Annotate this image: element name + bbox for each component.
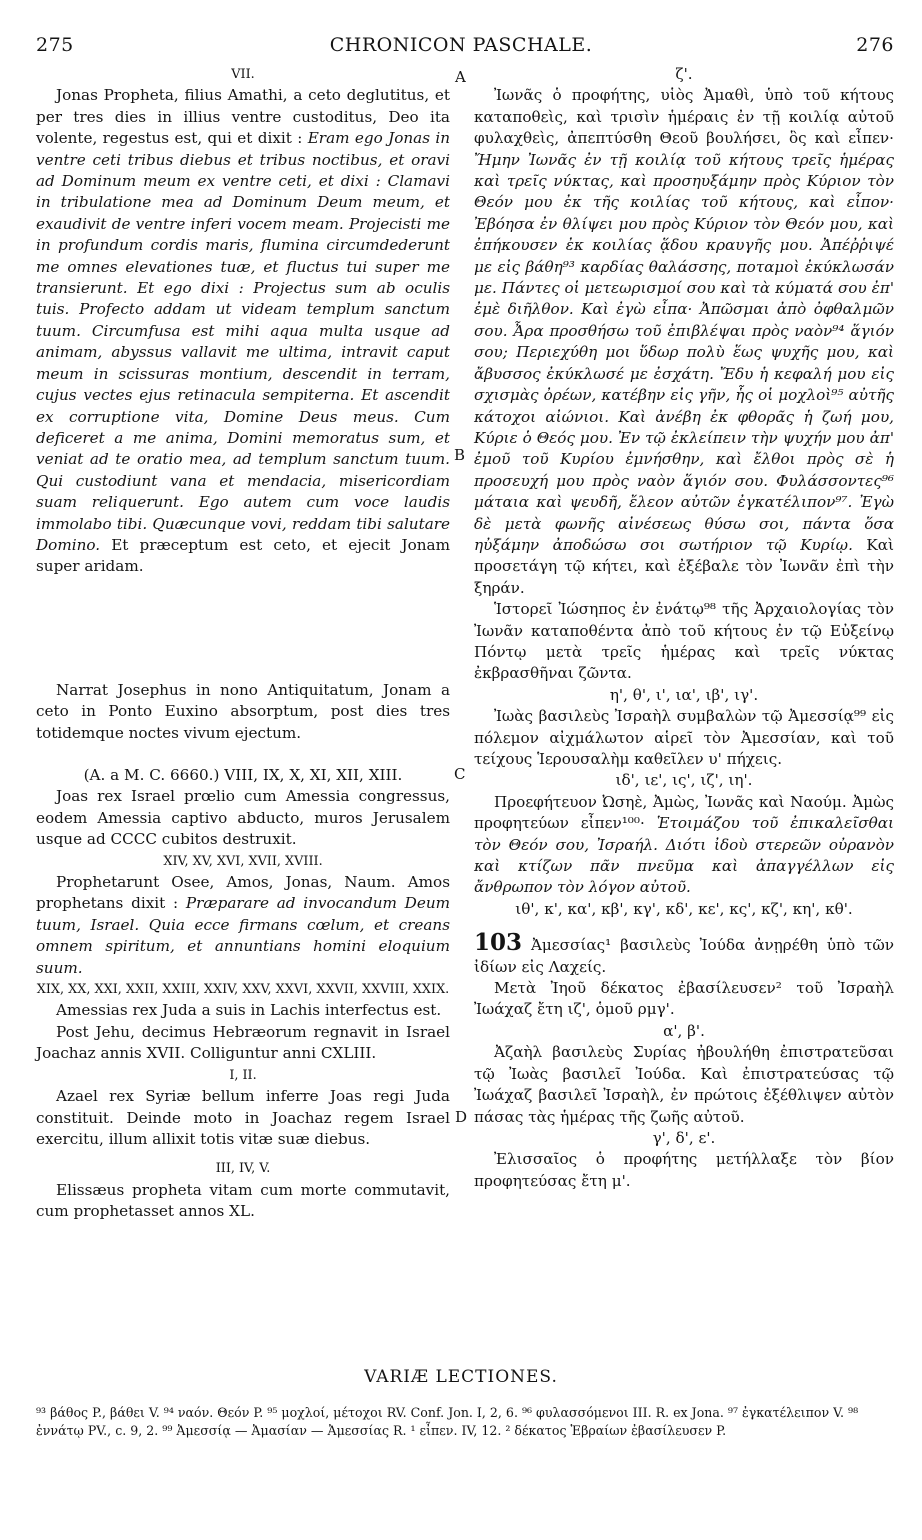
latin-years-3: XIX, XX, XXI, XXII, XXIII, XXIV, XXV, XXVI, XXVII, XXVIII, XXIX.: [36, 982, 450, 998]
page-number-right: 276: [856, 34, 894, 56]
greek-years-1: η', θ', ι', ια', ιβ', ιγ'.: [609, 685, 759, 704]
greek-section-label: ζ'.: [675, 65, 693, 83]
greek-azael-paragraph: Ἀζαὴλ βασιλεὺς Συρίας ἠβουλήθη ἐπιστρατεῦσαι τῷ Ἰωὰς βασιλεῖ Ἰούδα. Καὶ ἐπιστρατεύσας τῷ Ἰωάχαζ βασιλεῖ Ἰσραὴλ, ἐν πρώτοις ἐξέθλιψεν αὐτὸν πάσας τὰς ἡμέρας τῆς ζωῆς αὐτοῦ.: [474, 1043, 894, 1126]
latin-years-5: III, IV, V.: [215, 1161, 271, 1177]
greek-years-2: ιδ', ιε', ις', ιζ', ιη'.: [615, 771, 753, 790]
latin-prophets-intro: Prophetarunt Osee, Amos, Jonas, Naum. Amos prophetans dixit :: [36, 873, 450, 913]
latin-jonah-paragraph: [36, 85, 450, 577]
latin-kings-section: [36, 765, 450, 1223]
latin-jonah-prayer: Eram ego Jonas in ventre ceti tribus diebus et tribus noctibus, et oravi ad Dominum meum ex ventre ceti, et dixi : Clamavi in tribulatione mea ad Dominum Deum meum, et exaudivit de ventre inferi vocem meam. Projecisti me in profundum cordis maris, flumina circumdederunt me omnes elevationes tuæ, et fluctus tui super me transierunt. Et ego dixi : Projectus sum ab oculis tuis. Profecto addam ut videam templum sanctum tuum. Circumfusa est mihi aqua multa usque ad animam, abyssus vallavit me ultima, intravit caput meum in scissuras montium, descendit in terram, cujus vectes ejus retinacula sempiterna. Et ascendit ex corruptione vita, Domine Deus meus. Cum deficeret a me anima, Domini memoratus sum, et veniat ad te oratio mea, ad templum sanctum tuum. Qui custodiunt vana et mendacia, misericordiam suam reliquerunt. Ego autem cum voce laudis immolabo tibi. Quæcunque vovi, reddam tibi salutare Domino.: [36, 129, 450, 554]
latin-jehu-paragraph: Post Jehu, decimus Hebræorum regnavit in Israel Joachaz annis XVII. Colliguntur anni CXLIII.: [36, 1022, 450, 1063]
latin-section-label: VII.: [231, 67, 255, 82]
latin-jonah-intro: Jonas Propheta, filius Amathi, a ceto deglutitus, et per tres dies in illius ventre custoditus, Deo ita volente, regestus est, qui et dixit :: [36, 86, 450, 148]
greek-josephus-paragraph: Ἱστορεῖ Ἰώσηπος ἐν ἐνάτῳ⁹⁸ τῆς Ἀρχαιολογίας τὸν Ἰωνᾶν καταποθέντα ἀπὸ τοῦ κήτους ἐν τῷ Εὐξείνῳ Πόντῳ μετὰ τρεῖς ἡμέρας καὶ τρεῖς νύκτας ἐκβρασθῆναι ζῶντα.: [474, 600, 894, 683]
latin-prophets-paragraph: [36, 872, 450, 979]
greek-jonah-intro: Ἰωνᾶς ὁ προφήτης, υἱὸς Ἀμαθὶ, ὑπὸ τοῦ κήτους καταποθεὶς, καὶ τρισὶν ἡμέραις ἐν τῇ κοιλίᾳ αὐτοῦ φυλαχθεὶς, ἀπεπτύσθη Θεοῦ βουλήσει, ὃς καὶ εἶπεν·: [474, 86, 894, 148]
greek-joas-paragraph: Ἰωὰς βασιλεὺς Ἰσραὴλ συμβαλὼν τῷ Ἀμεσσίᾳ⁹⁹ εἰς πόλεμον αἰχμάλωτον αἱρεῖ τὸν Ἀμεσσίαν, καὶ τοῦ τείχους Ἱερουσαλὴμ καθεῖλεν υ' πήχεις.: [474, 707, 894, 768]
latin-azael-paragraph: Azael rex Syriæ bellum inferre Joas regi Juda constituit. Deinde moto in Joachaz regem Israel exercitu, illum allixit totis vitæ suæ diebus.: [36, 1087, 450, 1148]
latin-joas-paragraph: Joas rex Israel prœlio cum Amessia congressus, eodem Amessia captivo abducto, muros Jerusalem usque ad CCCC cubitos destruxit.: [36, 787, 450, 849]
latin-amessias-paragraph: Amessias rex Juda a suis in Lachis interfectus est.: [56, 1001, 442, 1020]
latin-years-4: I, II.: [229, 1067, 257, 1083]
greek-jonah-prayer: Ἤμην Ἰωνᾶς ἐν τῇ κοιλίᾳ τοῦ κήτους τρεῖς ἡμέρας καὶ τρεῖς νύκτας, καὶ προσηυξάμην πρὸς Κύριον τὸν Θεόν μου ἐκ τῆς κοιλίας τοῦ κήτους, καὶ εἶπον· Ἐβόησα ἐν θλίψει μου πρὸς Κύριον τὸν Θεόν μου, καὶ ἐπήκουσεν ἐκ κοιλίας ᾅδου κραυγῆς μου. Ἀπέῤῥιψέ με εἰς βάθη⁹³ καρδίας θαλάσσης, ποταμοὶ ἐκύκλωσάν με. Πάντες οἱ μετεωρισμοί σου καὶ τὰ κύματά σου ἐπ' ἐμὲ διῆλθον. Καὶ ἐγὼ εἶπα· Ἀπῶσμαι ἀπὸ ὀφθαλμῶν σου. Ἆρα προσθήσω τοῦ ἐπιβλέψαι πρὸς ναὸν⁹⁴ ἅγιόν σου; Περιεχύθη μοι ὕδωρ πολὺ ἕως ψυχῆς μου, καὶ ἄβυσσος ἐκύκλωσέ με ἐσχάτη. Ἔδυ ἡ κεφαλή μου εἰς σχισμὰς ὀρέων, κατέβην εἰς γῆν, ἧς οἱ μοχλοὶ⁹⁵ αὐτῆς κάτοχοι αἰώνιοι. Καὶ ἀνέβη ἐκ φθορᾶς ἡ ζωή μου, Κύριε ὁ Θεός μου. Ἐν τῷ ἐκλείπειν τὴν ψυχήν μου ἀπ' ἐμοῦ τοῦ Κυρίου ἐμνήσθην, καὶ ἔλθοι πρὸς σὲ ἡ προσευχή μου πρὸς ναὸν ἅγιόν σου. Φυλάσσοντες⁹⁶ μάταια καὶ ψευδῆ, ἔλεον αὐτῶν ἐγκατέλιπον⁹⁷. Ἐγὼ δὲ μετὰ φωνῆς αἰνέσεως θύσω σοι, πάντα ὅσα ηὐξάμην ἀποδώσω σοι σωτήριον τῷ Κυρίῳ.: [474, 150, 894, 554]
greek-years-3: ιθ', κ', κα', κβ', κγ', κδ', κε', κς', κζ', κη', κθ'.: [515, 899, 853, 918]
greek-prophets-intro: Προεφήτευον Ὠσηὲ, Ἀμὼς, Ἰωνᾶς καὶ Ναούμ. Ἀμὼς προφητεύων εἶπεν¹⁰⁰·: [474, 792, 894, 833]
latin-josephus-paragraph: Narrat Josephus in nono Antiquitatum, Jonam a ceto in Ponto Euxino absorptum, post dies tres totidemque noctes vivum ejectum.: [36, 681, 450, 742]
greek-elissaeus-paragraph: Ἐλισσαῖος ὁ προφήτης μετήλλαξε τὸν βίον προφητεύσας ἔτη μ'.: [474, 1150, 894, 1190]
running-title: CHRONICON PASCHALE.: [329, 34, 593, 56]
latin-jonah-section: [36, 64, 450, 578]
greek-years-5: γ', δ', ε'.: [652, 1128, 716, 1147]
section-number-103: 103: [474, 929, 523, 957]
greek-jonah-paragraph: [474, 85, 894, 599]
greek-amessias-paragraph: [474, 929, 895, 978]
greek-jonah-close: Καὶ προσετάγη τῷ κήτει, καὶ ἐξέβαλε τὸν Ἰωνᾶν ἐπὶ τὴν ξηράν.: [474, 535, 894, 597]
margin-marker-a: A: [455, 68, 466, 86]
greek-jehu-paragraph: Μετὰ Ἰηοῦ δέκατος ἐβασίλευσεν² τοῦ Ἰσραὴλ Ἰωάχαζ ἔτη ιζ', ὁμοῦ ρμγ'.: [474, 979, 894, 1019]
latin-josephus-section: [36, 680, 450, 744]
margin-marker-c: C: [454, 765, 466, 783]
greek-amessias-text: Ἀμεσσίας¹ βασιλεὺς Ἰούδα ἀνῃρέθη ὑπὸ τῶν ἰδίων εἰς Λαχείς.: [474, 936, 895, 976]
greek-prophets-quote: Ἑτοιμάζου τοῦ ἐπικαλεῖσθαι τὸν Θεόν σου, Ἰσραήλ. Διότι ἰδοὺ στερεῶν οὐρανὸν καὶ κτίζων πᾶν πνεῦμα καὶ ἀπαγγέλλων εἰς ἄνθρωπον τὸν λόγον αὐτοῦ.: [474, 814, 895, 897]
latin-prophets-quote: Præparare ad invocandum Deum tuum, Israel. Quia ecce firmans cœlum, et creans omnem spiritum, et annuntians homini eloquium suum.: [36, 894, 450, 977]
page-number-left: 275: [36, 34, 74, 56]
greek-years-4: α', β'.: [663, 1021, 705, 1040]
variae-lectiones-title: VARIÆ LECTIONES.: [364, 1367, 558, 1387]
latin-years-2: XIV, XV, XVI, XVII, XVIII.: [163, 853, 323, 869]
latin-jonah-close: Et præceptum est ceto, et ejecit Jonam super aridam.: [36, 535, 450, 576]
latin-years-1: (A. a M. C. 6660.) VIII, IX, X, XI, XII, XIII.: [83, 766, 403, 784]
latin-elissaeus-paragraph: Elissæus propheta vitam cum morte commutavit, cum prophetasset annos XL.: [36, 1180, 450, 1221]
variae-lectiones-notes: ⁹³ βάθος P., βάθει V. ⁹⁴ ναόν. Θεόν P. ⁹⁵ μοχλοί, μέτοχοι RV. Conf. Jon. I, 2, 6. ⁹⁶ φυλασσόμενοι III. R. ex Jona. ⁹⁷ ἐγκατέλειπον V. ⁹⁸ ἐννάτῳ PV., c. 9, 2. ⁹⁹ Ἀμεσσίᾳ — Ἀμασίαν — Ἀμεσσίας R. ¹ εἶπεν. IV, 12. ² δέκατος Ἑβραίων ἐβασίλευσεν P.: [36, 1405, 859, 1438]
greek-prophets-paragraph: [474, 792, 894, 899]
margin-marker-d: D: [455, 1108, 468, 1126]
margin-marker-b: B: [454, 446, 466, 464]
greek-jonah-section: [474, 64, 894, 1192]
